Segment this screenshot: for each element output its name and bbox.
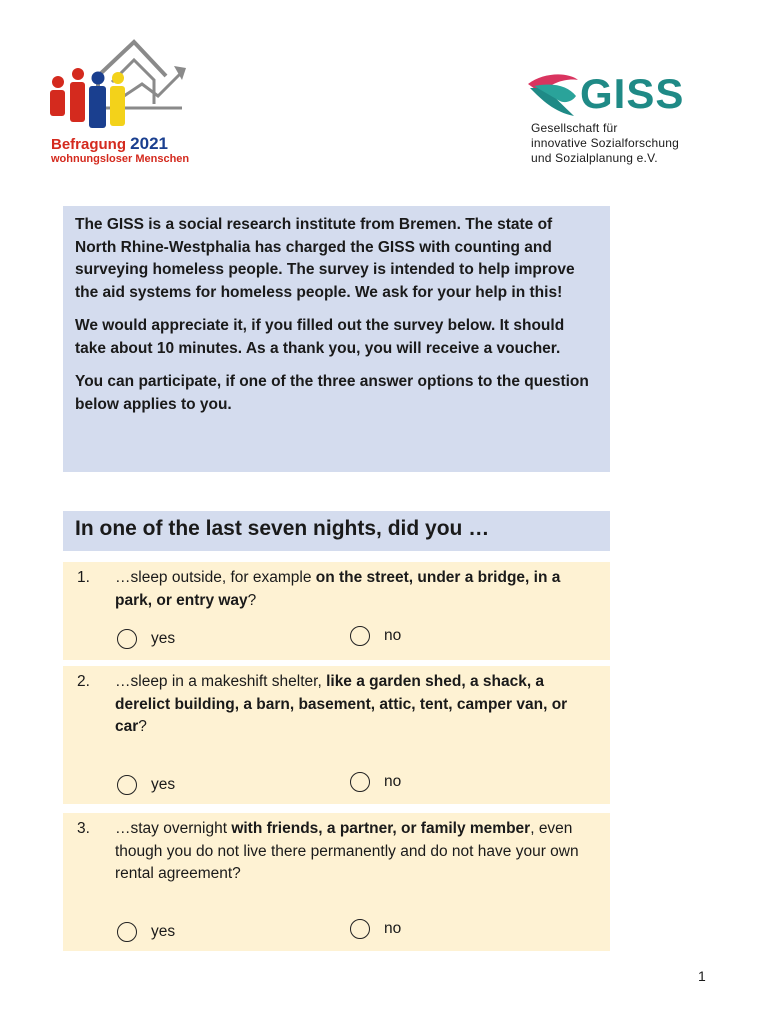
giss-wordmark: GISS <box>580 70 685 117</box>
giss-swoosh-icon <box>524 70 582 120</box>
radio-button-no[interactable] <box>350 772 370 792</box>
question-text: …sleep in a makeshift shelter, like a garden shed, a shack, a derelict building, a barn, basement, attic, tent, camper van, or car? <box>115 673 568 735</box>
question-number: 1. <box>77 569 90 586</box>
option-yes[interactable]: yes <box>117 921 175 944</box>
option-no[interactable]: no <box>350 625 401 648</box>
people-house-rising-arrow-icon <box>46 36 196 134</box>
option-no[interactable]: no <box>350 771 401 794</box>
question-heading: In one of the last seven nights, did you … <box>63 511 610 551</box>
option-no[interactable]: no <box>350 918 401 941</box>
logo-subcaption: wohnungsloser Menschen <box>51 153 190 165</box>
question-text: …sleep outside, for example on the street, under a bridge, in a park, or entry way? <box>115 569 561 609</box>
intro-paragraph: You can participate, if one of the three answer options to the question below applies to you. <box>75 373 589 413</box>
option-yes[interactable]: yes <box>117 628 175 651</box>
question-number: 2. <box>77 673 90 690</box>
radio-button-no[interactable] <box>350 626 370 646</box>
radio-button-no[interactable] <box>350 919 370 939</box>
radio-button-yes[interactable] <box>117 922 137 942</box>
page-number: 1 <box>698 968 706 984</box>
intro-paragraph: The GISS is a social research institute from Bremen. The state of North Rhine-Westphalia has charged the GISS with counting and surveying homeless people. The survey is intended to help improve the aid systems for homeless people. We ask for your help in this! <box>75 216 575 301</box>
giss-subtitle: Gesellschaft für innovative Sozialforschung und Sozialplanung e.V. <box>531 121 679 165</box>
giss-logo <box>522 68 722 178</box>
intro-box <box>63 206 610 472</box>
question-item-1 <box>63 562 610 660</box>
survey-logo <box>46 36 196 166</box>
question-number: 3. <box>77 820 90 837</box>
radio-button-yes[interactable] <box>117 629 137 649</box>
option-yes[interactable]: yes <box>117 774 175 797</box>
radio-button-yes[interactable] <box>117 775 137 795</box>
question-item-3 <box>63 813 610 951</box>
intro-paragraph: We would appreciate it, if you filled out the survey below. It should take about 10 minutes. As a thank you, you will receive a voucher. <box>75 317 565 357</box>
question-item-2 <box>63 666 610 804</box>
question-text: …stay overnight with friends, a partner, or family member, even though you do not live there permanently and do not have your own rental agreement? <box>115 820 579 882</box>
logo-caption: Befragung 2021 <box>51 134 168 153</box>
